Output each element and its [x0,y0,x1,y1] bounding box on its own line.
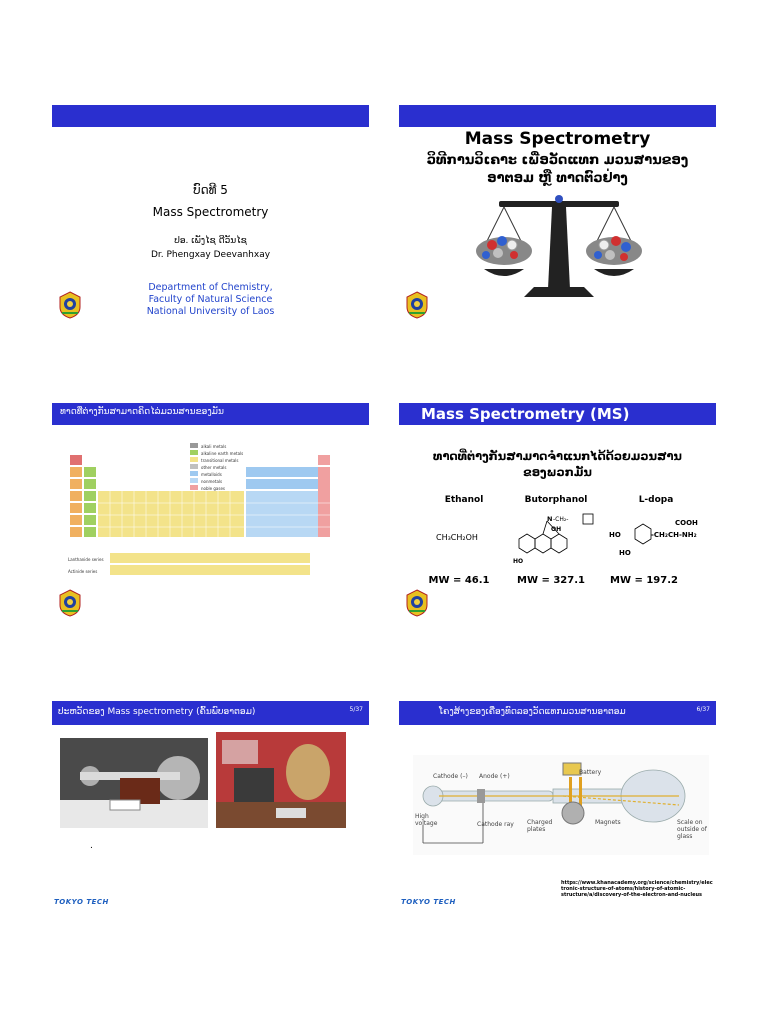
slide-header-bar [52,701,369,725]
slide-title: Mass Spectrometry [464,129,651,149]
butorphanol-mw: MW = 327.1 [517,575,585,586]
label-cathode-ray: Cathode ray [477,821,514,828]
svg-text:metalloids: metalloids [201,472,222,477]
source-url-line-3[interactable]: structure/a/discovery-of-the-electron-and-nucleus [561,892,703,898]
svg-text:OH: OH [551,526,562,533]
historical-apparatus-photo-1 [60,738,208,828]
faculty: Faculty of Natural Science [148,294,273,305]
svg-text:Actinide series: Actinide series [68,569,98,574]
svg-text:Lanthanide series: Lanthanide series [68,557,104,562]
butorphanol-structure [507,511,602,571]
slide-title: Mass Spectrometry [152,205,269,219]
university: National University of Laos [146,306,275,317]
department: Department of Chemistry, [148,282,273,293]
label-battery: Battery [579,769,602,776]
svg-text:-CH₂-: -CH₂- [553,516,569,523]
bullet-dot: . [90,841,93,851]
svg-text:COOH: COOH [675,519,698,527]
subtitle-line-2: ອາຕອມ ຫຼື ທາດຕົວຢ່າງ [487,171,628,186]
university-logo-icon [58,589,82,617]
periodic-table-illustration [66,441,356,586]
chapter-label: ບົດທີ 5 [193,183,228,197]
label-anode: Anode (+) [479,773,510,780]
svg-text:N: N [547,515,553,523]
subtitle-line-1: ທາດທີ່ຕ່າງກັນສາມາດຈຳແນກໄດ້ດ້ວຍມວນສານ [433,449,682,463]
svg-text:HO: HO [513,558,524,565]
ethanol-mw: MW = 46.1 [428,575,490,586]
university-logo-icon [58,291,82,319]
svg-text:HO: HO [619,549,631,557]
source-url-line-2[interactable]: tronic-structure-of-atoms/history-of-atomic- [561,886,686,892]
label-high-voltage: High voltage [415,813,438,827]
balance-scale-illustration [474,193,644,301]
slide-2 [399,105,716,345]
page-number: 5/37 [349,706,363,713]
subtitle-line-1: ວິທີການວິເຄາະ ເພື່ອວັດແທກ ມວນສານຂອງ [426,153,689,168]
page-number: 6/37 [696,706,710,713]
slide-3 [52,403,369,643]
svg-text:HO: HO [609,531,621,539]
label-cathode: Cathode (–) [433,773,468,780]
tokyo-tech-logo: TOKYO TECH [401,898,456,906]
slide-header-bar [399,701,716,725]
university-logo-icon [405,589,429,617]
svg-text:other metals: other metals [201,465,227,470]
cathode-ray-tube-diagram [413,755,709,855]
svg-text:-CH₂CH-NH₂: -CH₂CH-NH₂ [651,531,697,539]
compound-name-butorphanol: Butorphanol [524,495,588,505]
svg-text:alkali metals: alkali metals [201,444,227,449]
compound-name-ldopa: L-dopa [638,495,674,505]
slide-6 [399,701,716,941]
historical-apparatus-photo-2 [216,732,346,828]
svg-text:noble gases: noble gases [201,486,225,491]
slide-header-text: ທາດທີ່ຕ່າງກັນສາມາດຄິດໄລ່ມວນສານຂອງມັນ [60,407,224,417]
tokyo-tech-logo: TOKYO TECH [54,898,109,906]
university-logo-icon [405,291,429,319]
svg-text:transitional metals: transitional metals [201,458,239,463]
ldopa-structure [605,515,711,565]
author-lao: ປອ. ເພັງໄຊ ດີວັນໄຊ [174,236,247,246]
slide-4 [399,403,716,643]
svg-text:nonmetals: nonmetals [201,479,223,484]
slide-header-bar [52,403,369,425]
ethanol-formula: CH₃CH₂OH [436,533,478,542]
slide-header-text: Mass Spectrometry (MS) [421,405,630,423]
author-en: Dr. Phengxay Deevanhxay [150,250,271,260]
slide-header-bar [399,403,716,425]
compound-name-ethanol: Ethanol [444,495,484,505]
slide-1 [52,105,369,345]
slide-header-text: ປະຫວັດຂອງ Mass spectrometry (ຄົ້ນພົບອາຕອມ) [58,707,256,717]
ldopa-mw: MW = 197.2 [610,575,678,586]
slide-header-text: ໂຄງສ້າງຂອງເຄື່ອງທົດລອງວັດແທກມວນສານອາຕອມ [439,707,626,717]
subtitle-line-2: ຂອງພວກມັນ [523,465,592,479]
svg-text:alkaline earth metals: alkaline earth metals [201,451,244,456]
slide-header-bar [399,105,716,127]
label-scale: Scale on outside of glass [677,819,707,840]
label-charged-plates: Charged plates [527,819,553,833]
label-magnets: Magnets [595,819,621,826]
source-url-line-1[interactable]: https://www.khanacademy.org/science/chemistry/elec [561,880,713,886]
slide-5 [52,701,369,941]
slide-header-bar [52,105,369,127]
